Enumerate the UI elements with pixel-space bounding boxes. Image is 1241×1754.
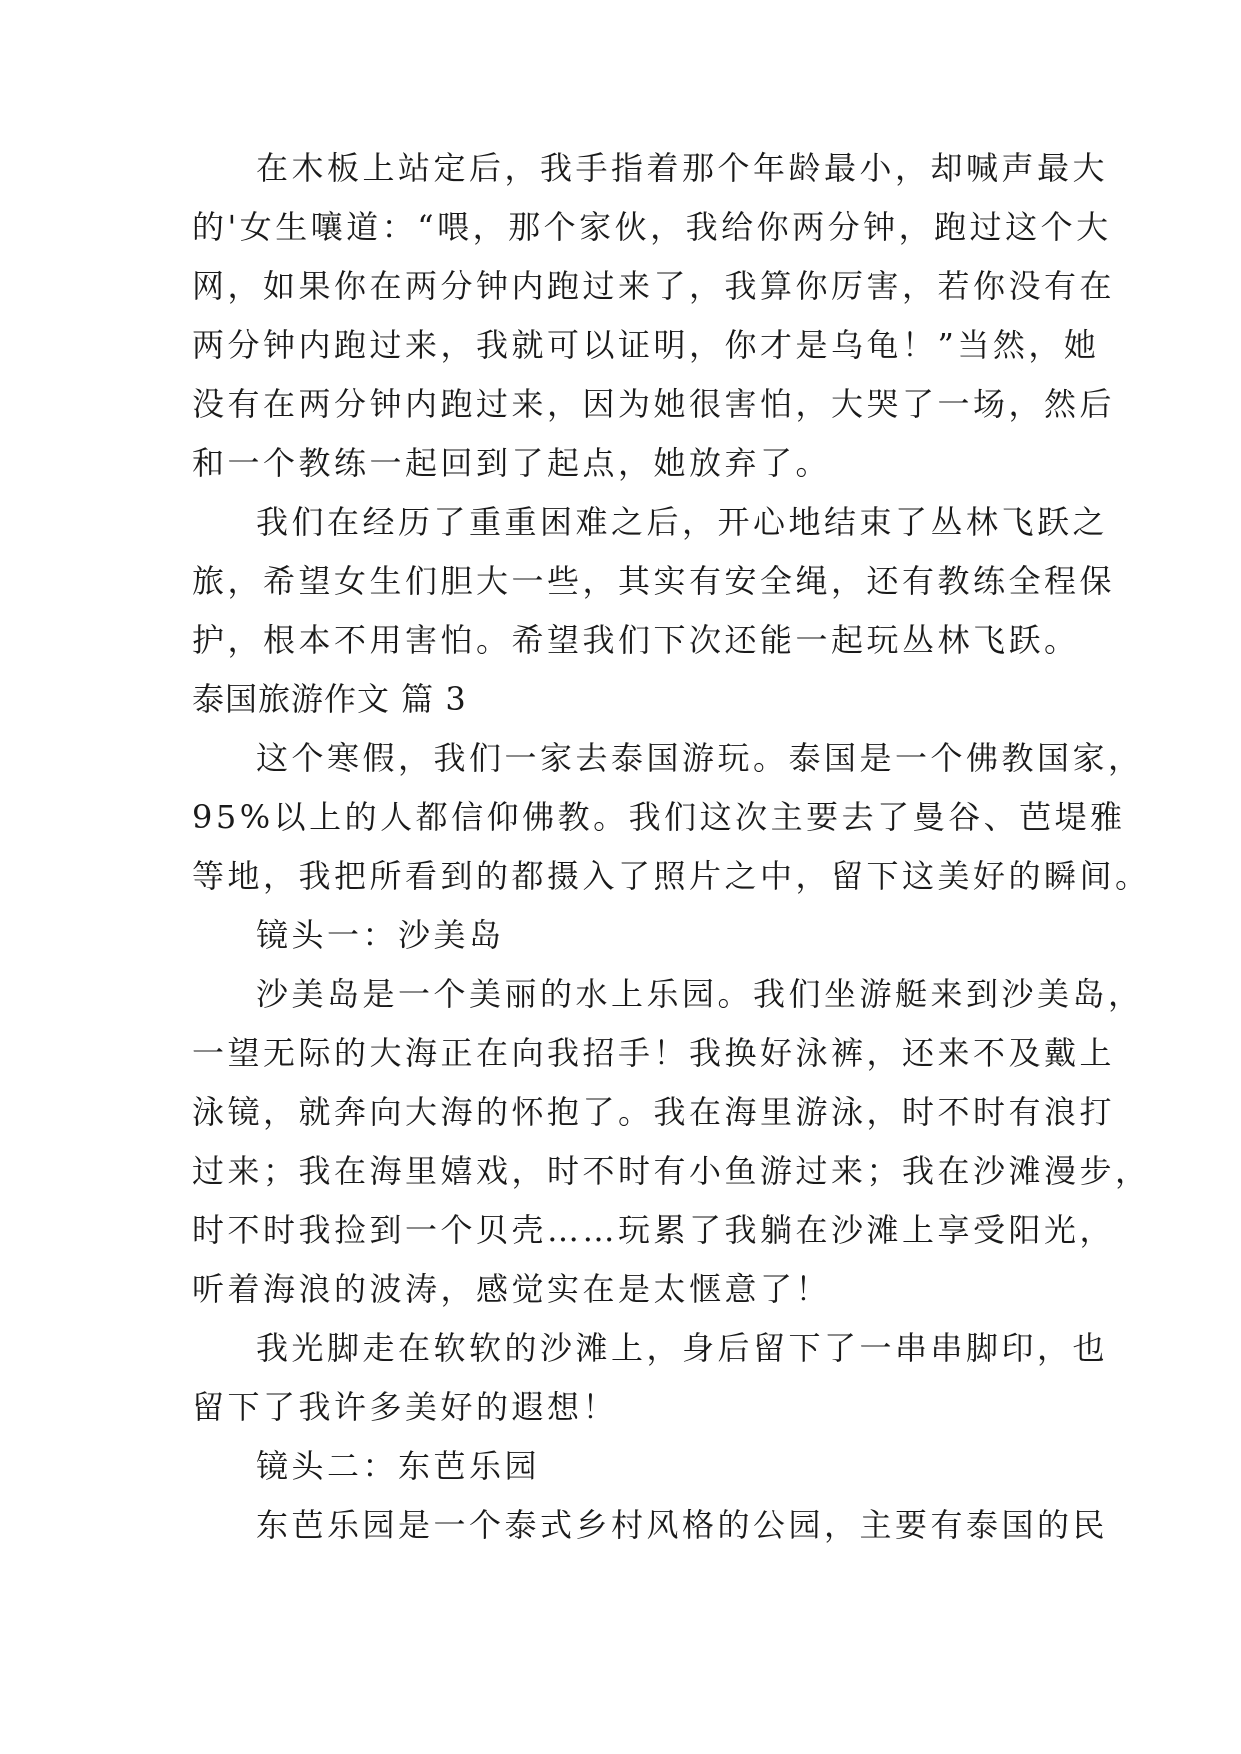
text-line: 沙美岛是一个美丽的水上乐园。我们坐游艇来到沙美岛， — [256, 975, 1144, 1013]
text-line: 听着海浪的波涛，感觉实在是太惬意了！ — [192, 1270, 832, 1308]
subheading: 镜头一：沙美岛 — [256, 916, 505, 954]
text-line: 在木板上站定后，我手指着那个年龄最小，却喊声最大 — [256, 149, 1109, 187]
text-line: 我光脚走在软软的沙滩上，身后留下了一串串脚印，也 — [256, 1329, 1109, 1367]
text-line: 东芭乐园是一个泰式乡村风格的公园，主要有泰国的民 — [256, 1506, 1109, 1544]
text-line: 网，如果你在两分钟内跑过来了，我算你厉害，若你没有在 — [192, 267, 1116, 305]
text-line: 我们在经历了重重困难之后，开心地结束了丛林飞跃之 — [256, 503, 1109, 541]
subheading: 镜头二：东芭乐园 — [256, 1447, 541, 1485]
text-line: 的'女生嚷道：“喂，那个家伙，我给你两分钟，跑过这个大 — [192, 208, 1112, 246]
text-line: 等地，我把所看到的都摄入了照片之中，留下这美好的瞬间。 — [192, 857, 1151, 895]
text-line: 95%以上的人都信仰佛教。我们这次主要去了曼谷、芭堤雅 — [192, 798, 1126, 836]
text-line: 两分钟内跑过来，我就可以证明，你才是乌龟！”当然，她 — [192, 326, 1100, 364]
text-line: 旅，希望女生们胆大一些，其实有安全绳，还有教练全程保 — [192, 562, 1116, 600]
section-heading: 泰国旅游作文 篇 3 — [192, 680, 467, 718]
text-line: 没有在两分钟内跑过来，因为她很害怕，大哭了一场，然后 — [192, 385, 1116, 423]
text-line: 这个寒假，我们一家去泰国游玩。泰国是一个佛教国家， — [256, 739, 1144, 777]
text-line: 留下了我许多美好的遐想！ — [192, 1388, 619, 1426]
text-line: 过来；我在海里嬉戏，时不时有小鱼游过来；我在沙滩漫步， — [192, 1152, 1151, 1190]
text-line: 护，根本不用害怕。希望我们下次还能一起玩丛林飞跃。 — [192, 621, 1080, 659]
text-line: 一望无际的大海正在向我招手！我换好泳裤，还来不及戴上 — [192, 1034, 1116, 1072]
text-line: 时不时我捡到一个贝壳……玩累了我躺在沙滩上享受阳光， — [192, 1211, 1116, 1249]
text-line: 和一个教练一起回到了起点，她放弃了。 — [192, 444, 832, 482]
text-line: 泳镜，就奔向大海的怀抱了。我在海里游泳，时不时有浪打 — [192, 1093, 1116, 1131]
